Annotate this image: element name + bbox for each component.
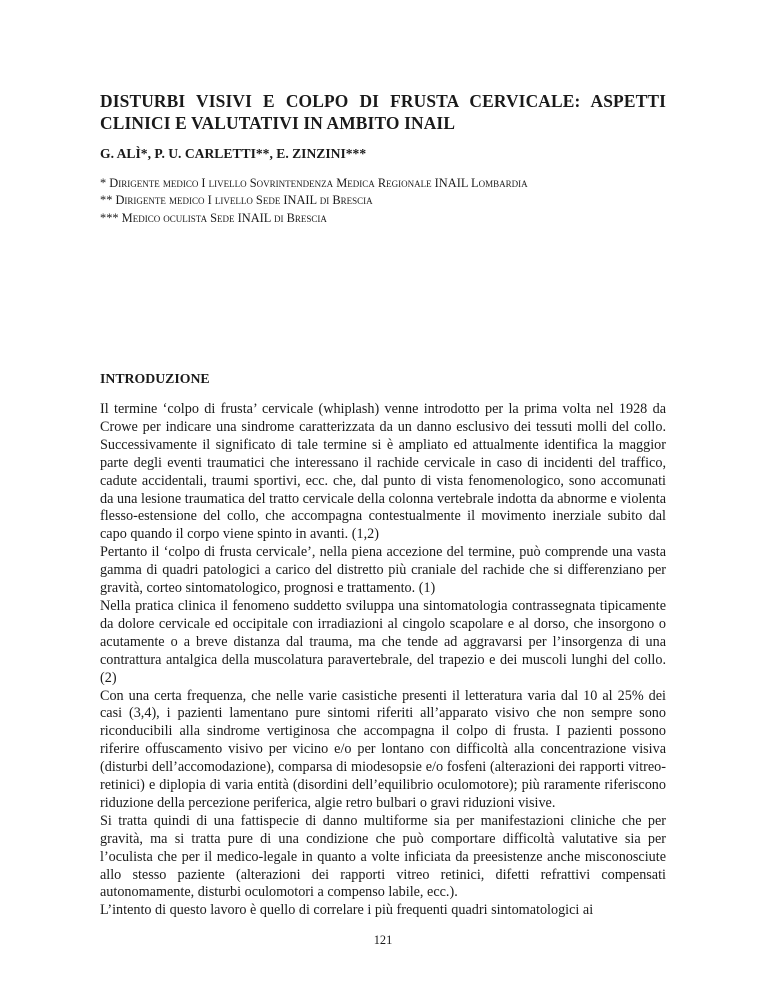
body-paragraph: Con una certa frequenza, che nelle varie casistiche presenti il letteratura varia dal 10 al 25% dei casi (3,4), i pazienti lamentano pure sintomi riferiti all’apparato visivo che non sempre sono riconducibili alla sindrome vertiginosa che accompagna il colpo di frusta. I pazienti possono riferire offuscamento visivo per vicino e/o per lontano con difficoltà alla concentrazione visiva (disturbi dell’accomodazione), comparsa di miodesopsie e/o fosfeni (alterazioni dei rapporti vitreo-retinici) e diplopia di varia entità (disordini dell’equilibrio oculomotore); più raramente riferiscono riduzione della percezione periferica, algie retro bulbari o gravi riduzioni visive.	[100, 687, 666, 811]
body-paragraph: Il termine ‘colpo di frusta’ cervicale (whiplash) venne introdotto per la prima volta nel 1928 da Crowe per indicare una sindrome caratterizzata da un danno esclusivo dei tessuti molli del collo. Successivamente il significato di tale termine si è ampliato ed attualmente identifica la maggior parte degli eventi traumatici che interessano il rachide cervicale in caso di incidenti del traffico, cadute accidentali, traumi sportivi, ecc. che, dal punto di vista fenomenologico, sono accomunati da una lesione traumatica del tratto cervicale della colonna vertebrale indotta da abnorme e violenta flesso-estensione del collo, che accompagna contestualmente il movimento inerziale subito dal capo quando il corpo viene spinto in avanti. (1,2)	[100, 401, 666, 543]
article-title: DISTURBI VISIVI E COLPO DI FRUSTA CERVICALE: ASPETTI CLINICI E VALUTATIVI IN AMBITO INAIL	[100, 91, 666, 133]
body-paragraph: L’intento di questo lavoro è quello di correlare i più frequenti quadri sintomatologici ai	[100, 902, 594, 919]
article-authors: G. ALÌ*, P. U. CARLETTI**, E. ZINZINI***	[100, 146, 367, 161]
section-heading: INTRODUZIONE	[100, 371, 210, 386]
affiliation-3: *** Medico oculista Sede INAIL di Brescia	[100, 210, 327, 225]
affiliation-2: ** Dirigente medico I livello Sede INAIL di Brescia	[100, 193, 373, 208]
body-paragraph: Nella pratica clinica il fenomeno suddetto sviluppa una sintomatologia contrassegnata tipicamente da dolore cervicale ed occipitale con irradiazioni al cingolo scapolare e al dorso, che insorgono o acutamente o a breve distanza dal trauma, ma che tende ad aggravarsi per l’insorgenza di una contrattura antalgica della muscolatura paravertebrale, del trapezio e dei muscoli lunghi del collo. (2)	[100, 597, 666, 686]
author-affiliations	[100, 175, 666, 227]
affiliation-1: * Dirigente medico I livello Sovrintendenza Medica Regionale INAIL Lombardia	[100, 176, 528, 190]
body-paragraph: Si tratta quindi di una fattispecie di danno multiforme sia per manifestazioni cliniche che per gravità, ma si tratta pure di una condizione che può comportare difficoltà valutative sia per l’oculista che per il medico-legale in quanto a volte inficiata da preesistenze anche misconosciute allo stesso paziente (alterazioni dei rapporti vitreo retinici, difetti refrattivi compensati autonomamente, disturbi oculomotori a compenso labile, ecc.).	[100, 812, 666, 901]
section-body	[100, 401, 666, 920]
body-paragraph: Pertanto il ‘colpo di frusta cervicale’, nella piena accezione del termine, può comprende una vasta gamma di quadri patologici a carico del distretto più craniale del rachide che si differenziano per gravità, corteo sintomatologico, prognosi e trattamento. (1)	[100, 544, 666, 597]
page-number: 121	[373, 933, 393, 947]
